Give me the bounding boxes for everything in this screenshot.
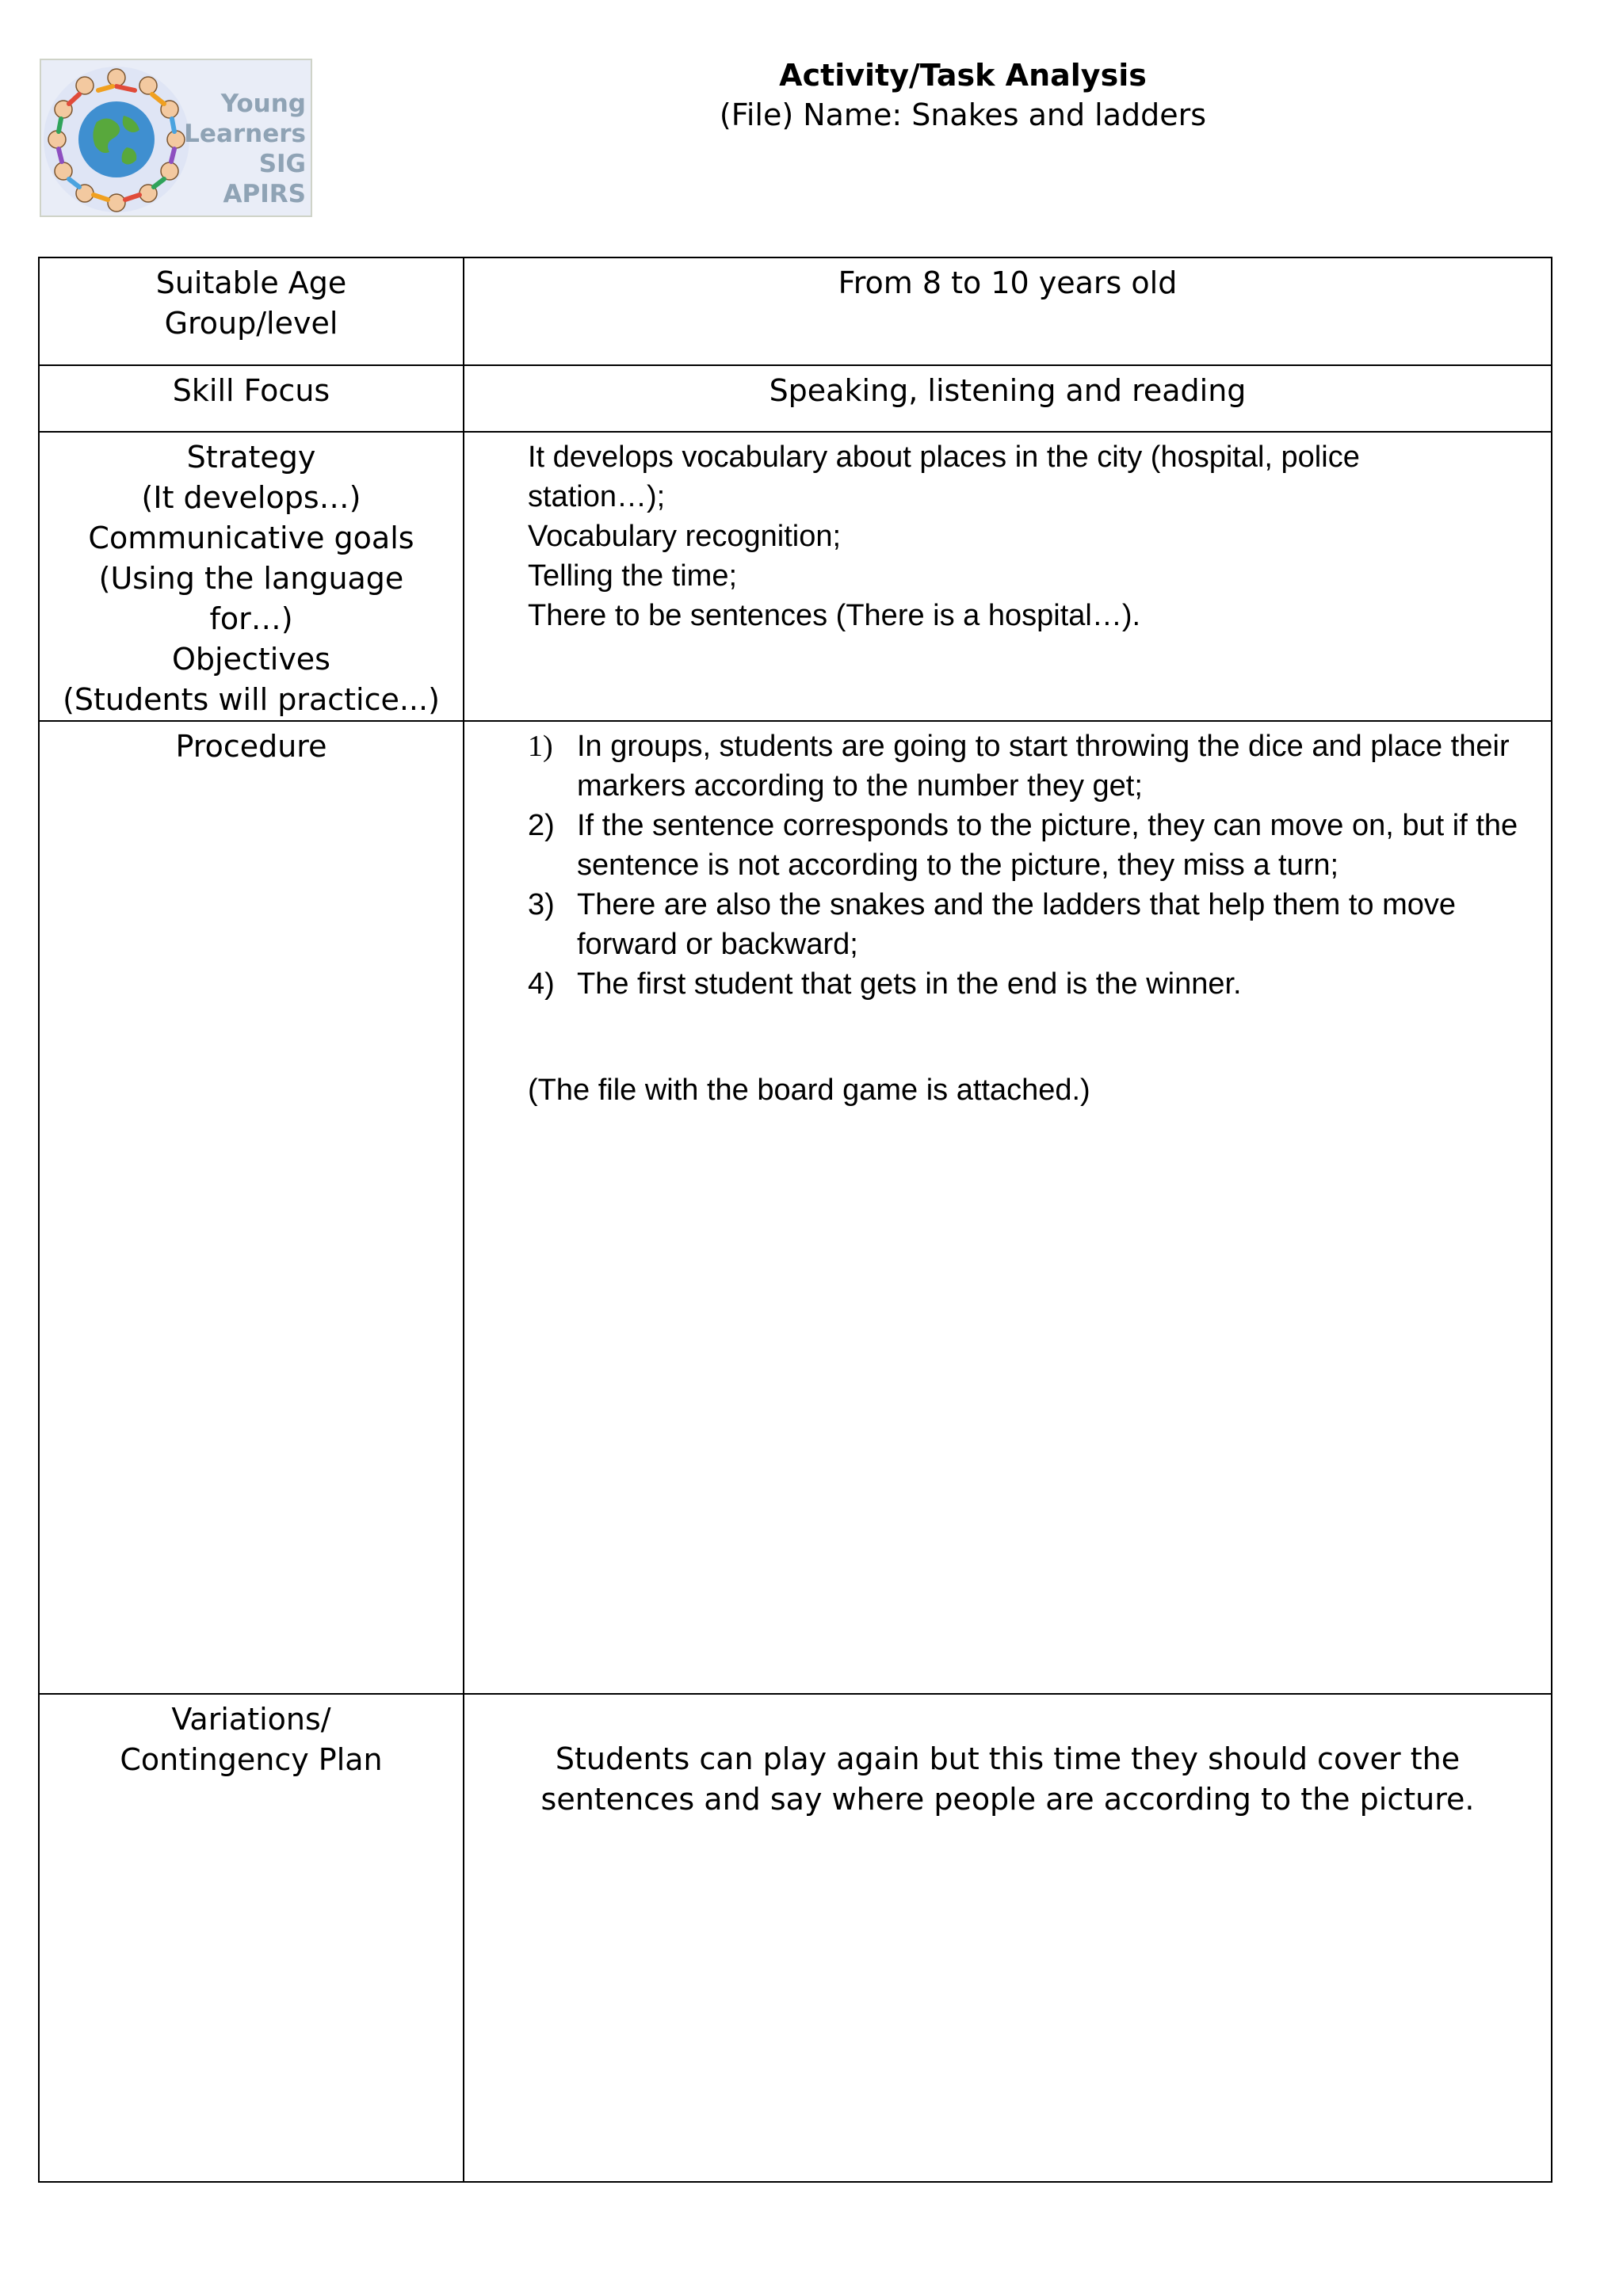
- list-item: [528, 964, 1519, 1004]
- strategy-line: Telling the time;: [528, 559, 738, 593]
- strategy-value-cell: [464, 432, 1552, 721]
- strategy-label-line: Objectives: [172, 642, 330, 677]
- step-number: 2): [528, 809, 555, 842]
- procedure-label: Procedure: [175, 729, 327, 764]
- step-text: The first student that gets in the end is the winner.: [577, 967, 1242, 1001]
- strategy-label-line: (It develops…): [141, 480, 361, 515]
- age-label-cell: [39, 257, 464, 365]
- age-value: From 8 to 10 years old: [838, 265, 1178, 300]
- table-row-variations: [39, 1694, 1552, 2182]
- skill-label: Skill Focus: [172, 373, 330, 408]
- variations-label-line: Contingency Plan: [120, 1742, 383, 1777]
- step-text: If the sentence corresponds to the picture, they can move on, but if the sentence is not according to the picture, they miss a turn;: [577, 809, 1518, 882]
- logo-line: Young: [220, 90, 306, 118]
- variations-value-cell: [464, 1694, 1552, 2182]
- list-item: [528, 806, 1519, 885]
- procedure-value-cell: [464, 721, 1552, 1694]
- skill-label-cell: [39, 365, 464, 432]
- strategy-label-line: (Using the language: [98, 561, 404, 596]
- variations-text: [464, 1695, 1551, 1820]
- strategy-line: There to be sentences (There is a hospital…).: [528, 599, 1141, 632]
- logo-line: Learners: [184, 120, 306, 148]
- strategy-label-line: for…): [209, 601, 293, 636]
- strategy-label-line: Strategy: [186, 440, 316, 475]
- activity-analysis-table: [38, 257, 1552, 2183]
- strategy-label-line: (Students will practice...): [63, 682, 440, 717]
- document-subtitle: (File) Name: Snakes and ladders: [719, 97, 1207, 132]
- step-text: There are also the snakes and the ladders that help them to move forward or backward;: [577, 888, 1456, 961]
- table-row-age: [39, 257, 1552, 365]
- young-learners-logo: [40, 59, 312, 217]
- table-row-skill: [39, 365, 1552, 432]
- strategy-line: station…);: [528, 480, 666, 513]
- procedure-steps: [464, 722, 1551, 1004]
- table-row-procedure: [39, 721, 1552, 1694]
- skill-value-cell: [464, 365, 1552, 432]
- procedure-label-cell: [39, 721, 464, 1694]
- strategy-line: Vocabulary recognition;: [528, 520, 842, 553]
- variations-label-line: Variations/: [171, 1702, 331, 1737]
- age-value-cell: [464, 257, 1552, 365]
- logo-wordmark: [179, 89, 306, 209]
- attachment-note: (The file with the board game is attached.): [528, 1074, 1090, 1107]
- logo-line: SIG: [258, 150, 306, 178]
- list-item: [528, 885, 1519, 964]
- strategy-label-line: Communicative goals: [88, 521, 414, 555]
- strategy-text: [464, 433, 1551, 635]
- age-label-line: Suitable Age: [155, 265, 347, 300]
- age-label-line: Group/level: [164, 306, 338, 341]
- step-text: In groups, students are going to start throwing the dice and place their markers according to the number they get;: [577, 730, 1510, 803]
- step-number: 4): [528, 967, 555, 1001]
- step-number: 3): [528, 888, 555, 921]
- skill-value: Speaking, listening and reading: [769, 373, 1247, 408]
- logo-line: APIRS: [223, 180, 306, 208]
- strategy-label-cell: [39, 432, 464, 721]
- step-number: 1): [528, 730, 553, 763]
- strategy-line: It develops vocabulary about places in the city (hospital, police: [528, 441, 1360, 474]
- list-item: [528, 727, 1519, 806]
- variations-line: sentences and say where people are according to the picture.: [540, 1782, 1475, 1817]
- document-title: Activity/Task Analysis: [779, 58, 1147, 93]
- table-row-strategy: [39, 432, 1552, 721]
- variations-line: Students can play again but this time they should cover the: [555, 1741, 1461, 1776]
- variations-label-cell: [39, 1694, 464, 2182]
